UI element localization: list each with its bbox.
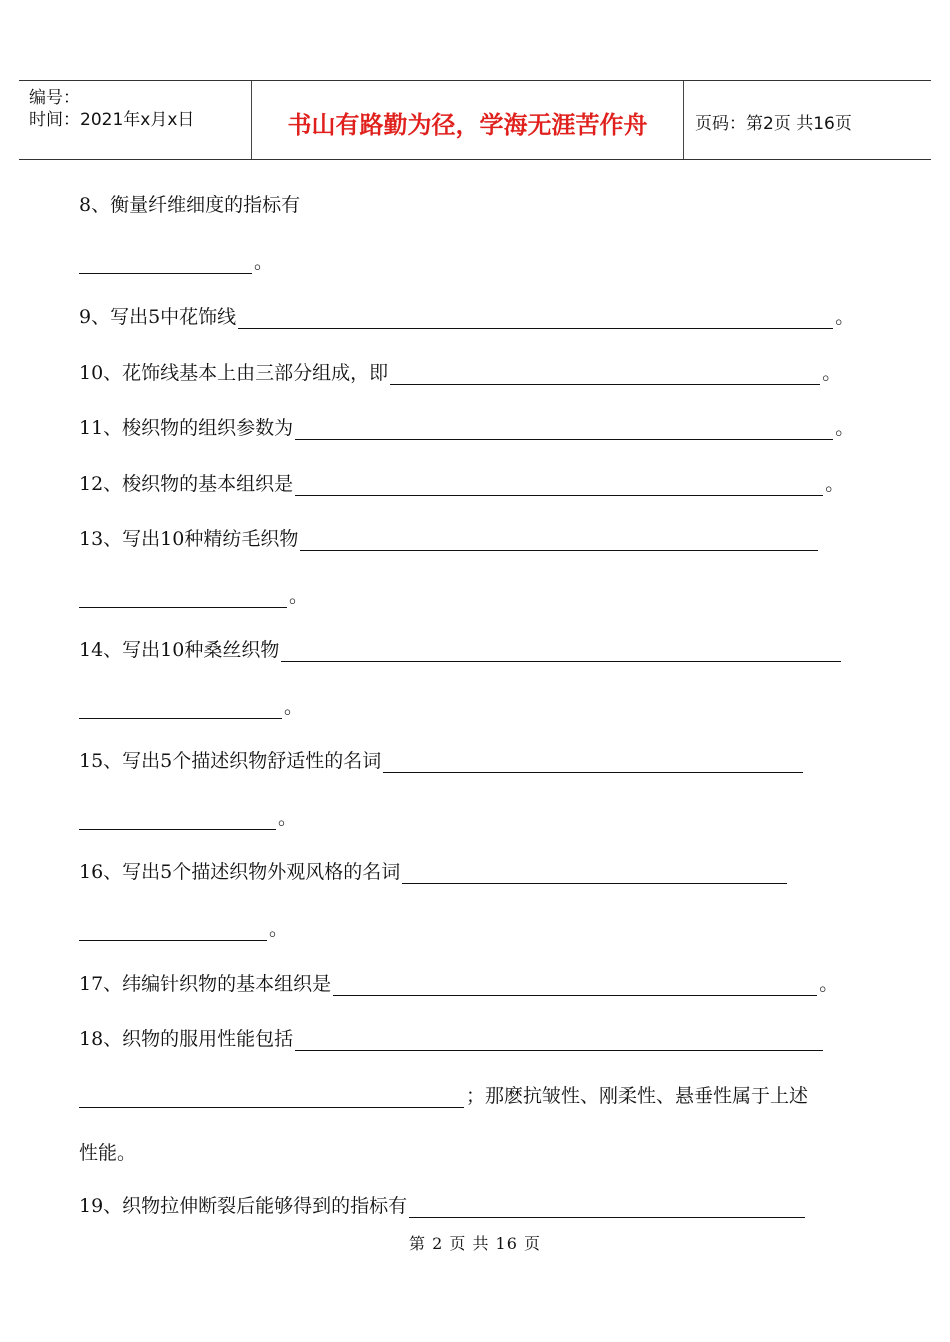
question-14 <box>79 638 843 662</box>
line-end: 。 <box>825 473 845 495</box>
time-label: 时间：2021年x月x日 <box>29 110 195 130</box>
motto-text: 书山有路勤为径，学海无涯苦作舟 <box>287 111 648 139</box>
question-text: 19、织物拉伸断裂后能够得到的指标有 <box>79 1195 408 1217</box>
question-text: 10、花饰线基本上由三部分组成，即 <box>79 362 389 384</box>
question-text: 8、衡量纤维细度的指标有 <box>79 194 301 216</box>
question-text: 9、写出5中花饰线 <box>79 306 237 328</box>
trailing-text-content: 性能。 <box>79 1142 137 1164</box>
question-18 <box>79 1027 825 1051</box>
page-label: 页码：第2页 共16页 <box>695 114 852 134</box>
answer-blank[interactable] <box>333 975 817 996</box>
answer-blank[interactable] <box>79 920 267 941</box>
question-19 <box>79 1194 807 1218</box>
question-10 <box>79 361 841 385</box>
line-end: 。 <box>822 362 842 384</box>
question-text: 17、纬编针织物的基本组织是 <box>79 973 332 995</box>
answer-blank[interactable] <box>238 308 833 329</box>
line-end: 。 <box>819 973 839 995</box>
question-text: 14、写出10种桑丝织物 <box>79 639 280 661</box>
answer-blank[interactable] <box>390 364 820 385</box>
answer-line-14 <box>79 695 303 719</box>
question-17 <box>79 972 838 996</box>
header-page-cell <box>683 81 931 159</box>
line-end: 。 <box>269 918 289 940</box>
question-text: 16、写出5个描述织物外观风格的名词 <box>79 861 401 883</box>
line-end: ；那麽抗皱性、刚柔性、悬垂性属于上述 <box>466 1085 809 1107</box>
question-15 <box>79 749 805 773</box>
answer-blank[interactable] <box>281 641 841 662</box>
answer-blank[interactable] <box>383 752 803 773</box>
answer-line-8 <box>79 250 273 274</box>
answer-line-18 <box>79 1084 808 1108</box>
answer-blank[interactable] <box>402 863 787 884</box>
line-end: 。 <box>278 807 298 829</box>
page-header <box>19 80 931 160</box>
question-16 <box>79 860 789 884</box>
question-12 <box>79 472 844 496</box>
answer-blank[interactable] <box>79 1087 464 1108</box>
question-text: 11、梭织物的组织参数为 <box>79 417 294 439</box>
answer-line-13 <box>79 584 308 608</box>
line-end: 。 <box>835 417 855 439</box>
answer-blank[interactable] <box>409 1197 805 1218</box>
answer-line-16 <box>79 917 288 941</box>
answer-line-15 <box>79 806 297 830</box>
question-text: 12、梭织物的基本组织是 <box>79 473 294 495</box>
answer-blank[interactable] <box>79 698 282 719</box>
code-label: 编号： <box>29 88 80 108</box>
question-text: 15、写出5个描述织物舒适性的名词 <box>79 750 382 772</box>
answer-blank[interactable] <box>295 1030 823 1051</box>
question-11 <box>79 416 854 440</box>
answer-blank[interactable] <box>79 809 276 830</box>
answer-blank[interactable] <box>295 419 833 440</box>
trailing-text <box>79 1141 136 1165</box>
question-text: 13、写出10种精纺毛织物 <box>79 528 299 550</box>
question-13 <box>79 527 820 551</box>
header-info-cell <box>19 81 251 159</box>
answer-blank[interactable] <box>79 587 287 608</box>
line-end: 。 <box>289 585 309 607</box>
header-motto-cell <box>251 81 684 159</box>
line-end: 。 <box>254 251 274 273</box>
answer-blank[interactable] <box>300 530 818 551</box>
question-8 <box>79 193 300 217</box>
answer-blank[interactable] <box>79 253 252 274</box>
question-text: 18、织物的服用性能包括 <box>79 1028 294 1050</box>
answer-blank[interactable] <box>295 475 823 496</box>
page-footer: 第 2 页 共 16 页 <box>409 1234 541 1253</box>
line-end: 。 <box>284 696 304 718</box>
question-9 <box>79 305 854 329</box>
line-end: 。 <box>835 306 855 328</box>
